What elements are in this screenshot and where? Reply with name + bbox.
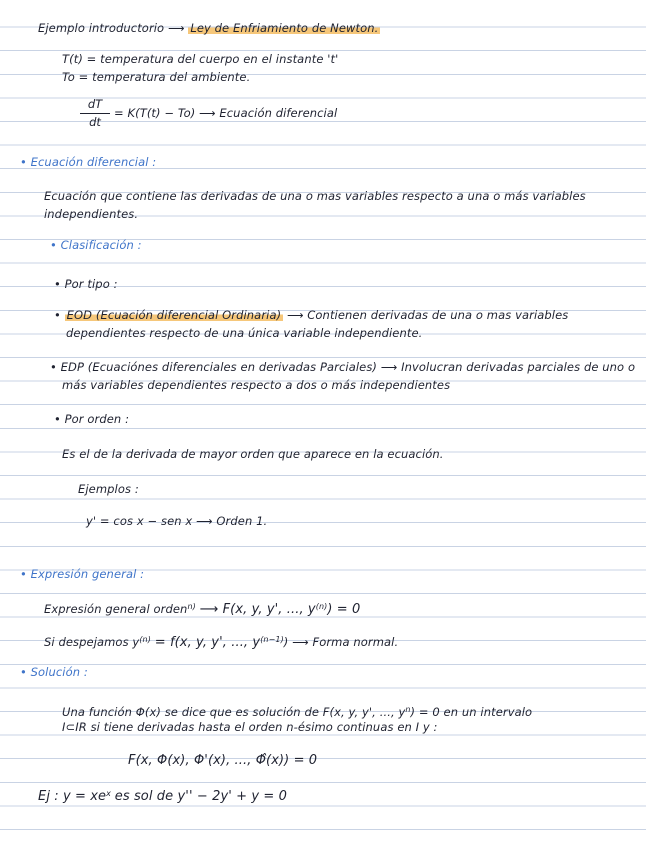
eod-label: EOD (Ecuación diferencial Ordinaria) <box>66 308 282 322</box>
edp-line-2: más variables dependientes respecto a dos o más independientes <box>62 378 451 392</box>
expresion-general-line <box>44 599 360 617</box>
section-expresion-general: • Expresión general : <box>20 567 145 581</box>
eod-line-2: dependientes respecto de una única variable independiente. <box>66 326 423 340</box>
ej-sup: x <box>106 789 111 798</box>
ejemplos-label: Ejemplos : <box>78 482 139 496</box>
expr-text-c: ) = 0 <box>327 602 361 617</box>
fraction-denominator: dt <box>89 115 101 129</box>
expr-text-a: Expresión general orden <box>44 602 188 616</box>
expr-sup-a: n) <box>187 602 196 611</box>
sol-sup: n <box>405 705 411 714</box>
eod-description: ⟶ Contienen derivadas de una o mas variables <box>286 308 569 322</box>
eod-bullet: • <box>54 308 61 322</box>
desp-text-c: ) ⟶ Forma normal. <box>283 635 399 649</box>
intro-line <box>38 21 380 36</box>
desp-sup-b: (n−1) <box>260 635 284 644</box>
orden-definition: Es el de la derivada de mayor orden que aparece en la ecuación. <box>62 447 444 461</box>
ej-text-a: Ej : y = xe <box>38 789 107 804</box>
ej-text-b: es sol de y'' − 2y' + y = 0 <box>114 789 288 804</box>
sol-text-b: ) = 0 en un intervalo <box>410 705 533 719</box>
t-definition: T(t) = temperatura del cuerpo en el instante 't' <box>62 52 339 66</box>
solucion-line-1 <box>62 702 532 720</box>
expr-sup-b: (n) <box>315 602 328 611</box>
solucion-equation: F(x, Φ(x), Φ'(x), ..., Φ̂(x)) = 0 <box>128 753 318 768</box>
solucion-line-2: I⊂IR si tiene derivadas hasta el orden n-ésimo continuas en I y : <box>62 720 438 734</box>
to-definition: To = temperatura del ambiente. <box>62 70 251 84</box>
fraction-numerator: dT <box>87 97 103 111</box>
desp-text-b: = f(x, y, y', ..., y <box>154 635 261 650</box>
equation-rest: = K(T(t) − To) ⟶ Ecuación diferencial <box>114 106 338 120</box>
por-tipo-heading: • Por tipo : <box>54 277 118 291</box>
fraction-bar <box>80 113 110 114</box>
clasificacion-heading: • Clasificación : <box>50 238 142 252</box>
por-orden-heading: • Por orden : <box>54 412 130 426</box>
edp-line-1: • EDP (Ecuaciónes diferenciales en derivadas Parciales) ⟶ Involucran derivadas parciales de uno o <box>50 360 636 374</box>
section-solucion: • Solución : <box>20 665 88 679</box>
definition-line-2: independientes. <box>44 207 139 221</box>
desp-sup-a: (n) <box>139 635 151 644</box>
definition-line-1: Ecuación que contiene las derivadas de una o mas variables respecto a una o más variables <box>44 189 586 203</box>
intro-title: Ley de Enfriamiento de Newton. <box>190 21 379 35</box>
section-ecuacion-diferencial: • Ecuación diferencial : <box>20 155 157 169</box>
derivative-fraction <box>80 97 110 130</box>
desp-text-a: Si despejamos y <box>44 635 140 649</box>
expr-text-b: ⟶ F(x, y, y', ..., y <box>199 602 316 617</box>
ejemplo-1: y' = cos x − sen x ⟶ Orden 1. <box>86 514 268 528</box>
ejemplo-solucion-line <box>38 786 287 804</box>
sol-text-a: Una función Φ(x) se dice que es solución de F(x, y, y', ..., y <box>62 705 406 719</box>
eod-line <box>54 308 568 323</box>
intro-label: Ejemplo introductorio ⟶ <box>38 21 185 35</box>
despejamos-line <box>44 632 398 650</box>
